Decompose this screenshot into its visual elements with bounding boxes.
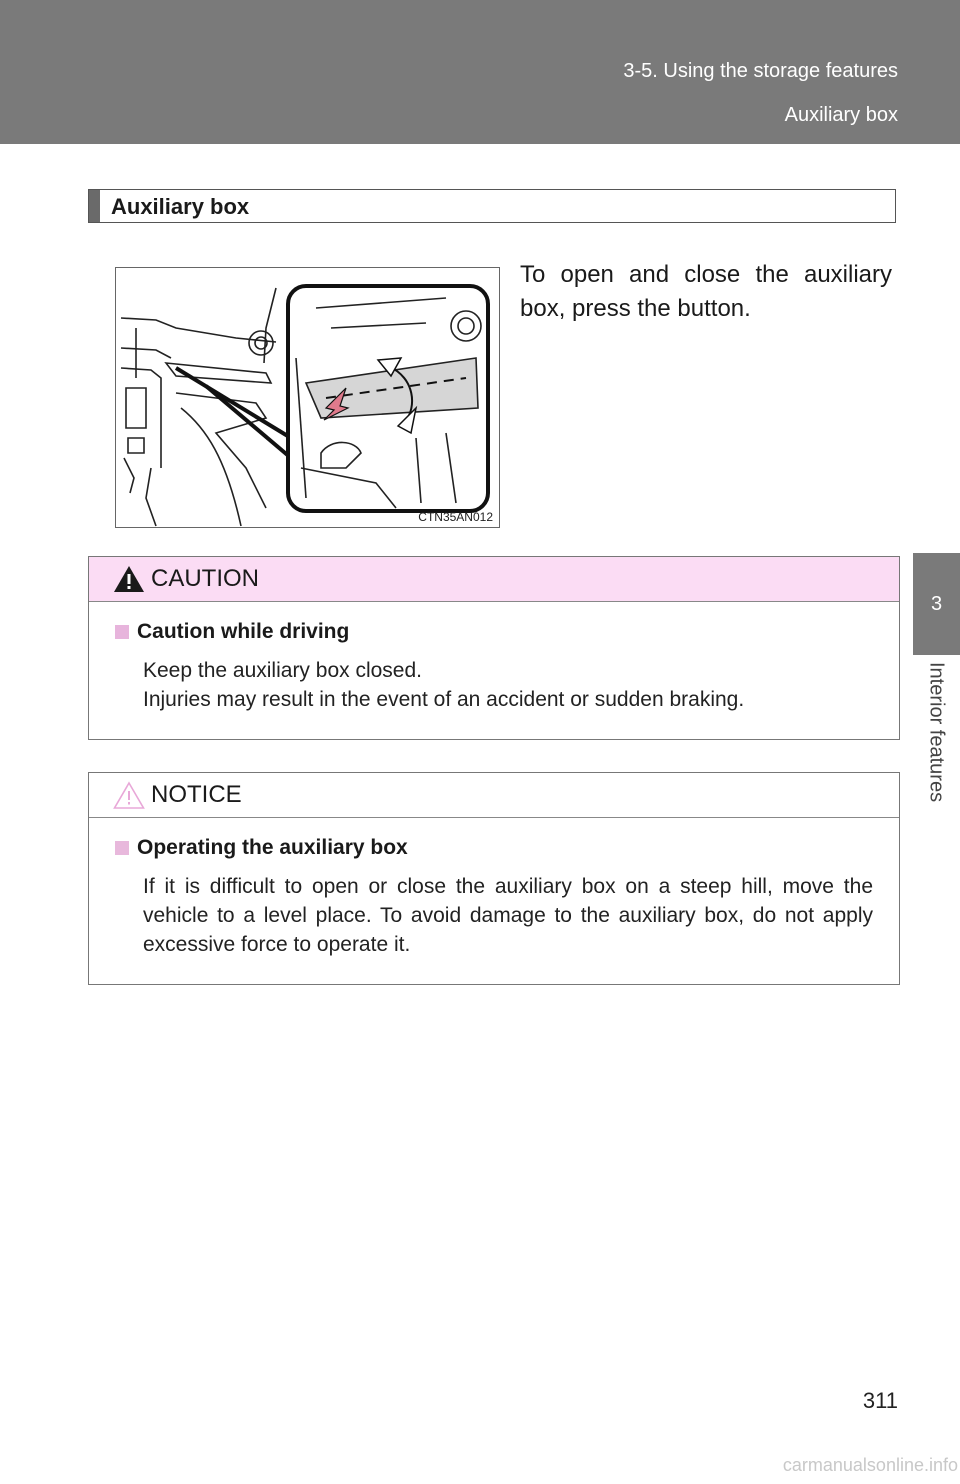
caution-box bbox=[88, 556, 900, 740]
notice-triangle-icon bbox=[113, 781, 145, 809]
figure-code: CTN35AN012 bbox=[418, 510, 493, 524]
chapter-label: Interior features bbox=[925, 662, 948, 803]
notice-text: If it is difficult to open or close the auxiliary box on a steep hill, move the vehicle to a level place. To avoid damage to the auxiliary box, do not apply excessive force to operate it. bbox=[143, 875, 873, 956]
dashboard-drawing bbox=[116, 268, 499, 527]
notice-square-marker-icon bbox=[115, 841, 129, 855]
intro-text: To open and close the auxiliary box, press the button. bbox=[520, 261, 892, 322]
page-header bbox=[0, 0, 960, 144]
caution-line-2: Injuries may result in the event of an accident or sudden braking. bbox=[143, 688, 745, 711]
caution-line-1: Keep the auxiliary box closed. bbox=[143, 659, 422, 682]
warning-triangle-icon bbox=[113, 565, 145, 593]
section-title bbox=[88, 189, 896, 223]
caution-heading-text: Caution while driving bbox=[137, 620, 350, 643]
notice-header bbox=[89, 773, 899, 818]
caution-text bbox=[143, 656, 873, 714]
notice-heading-text: Operating the auxiliary box bbox=[137, 836, 408, 859]
notice-body bbox=[89, 818, 899, 959]
caution-header bbox=[89, 557, 899, 602]
caution-item-heading bbox=[115, 620, 873, 644]
header-section-title: 3-5. Using the storage features bbox=[623, 60, 898, 82]
caution-label: CAUTION bbox=[151, 565, 259, 592]
chapter-number: 3 bbox=[930, 592, 943, 615]
caution-body bbox=[89, 602, 899, 714]
auxiliary-box-illustration bbox=[115, 267, 500, 528]
chapter-tab[interactable] bbox=[913, 553, 960, 655]
notice-label: NOTICE bbox=[151, 781, 242, 808]
page-number: 311 bbox=[862, 1388, 898, 1413]
caution-square-marker-icon bbox=[115, 625, 129, 639]
site-watermark[interactable]: carmanualsonline.info bbox=[782, 1455, 958, 1475]
notice-box bbox=[88, 772, 900, 985]
notice-item-heading bbox=[115, 836, 873, 860]
section-title-bar bbox=[89, 190, 100, 222]
section-title-text: Auxiliary box bbox=[111, 194, 250, 219]
header-subsection-title: Auxiliary box bbox=[784, 104, 898, 126]
